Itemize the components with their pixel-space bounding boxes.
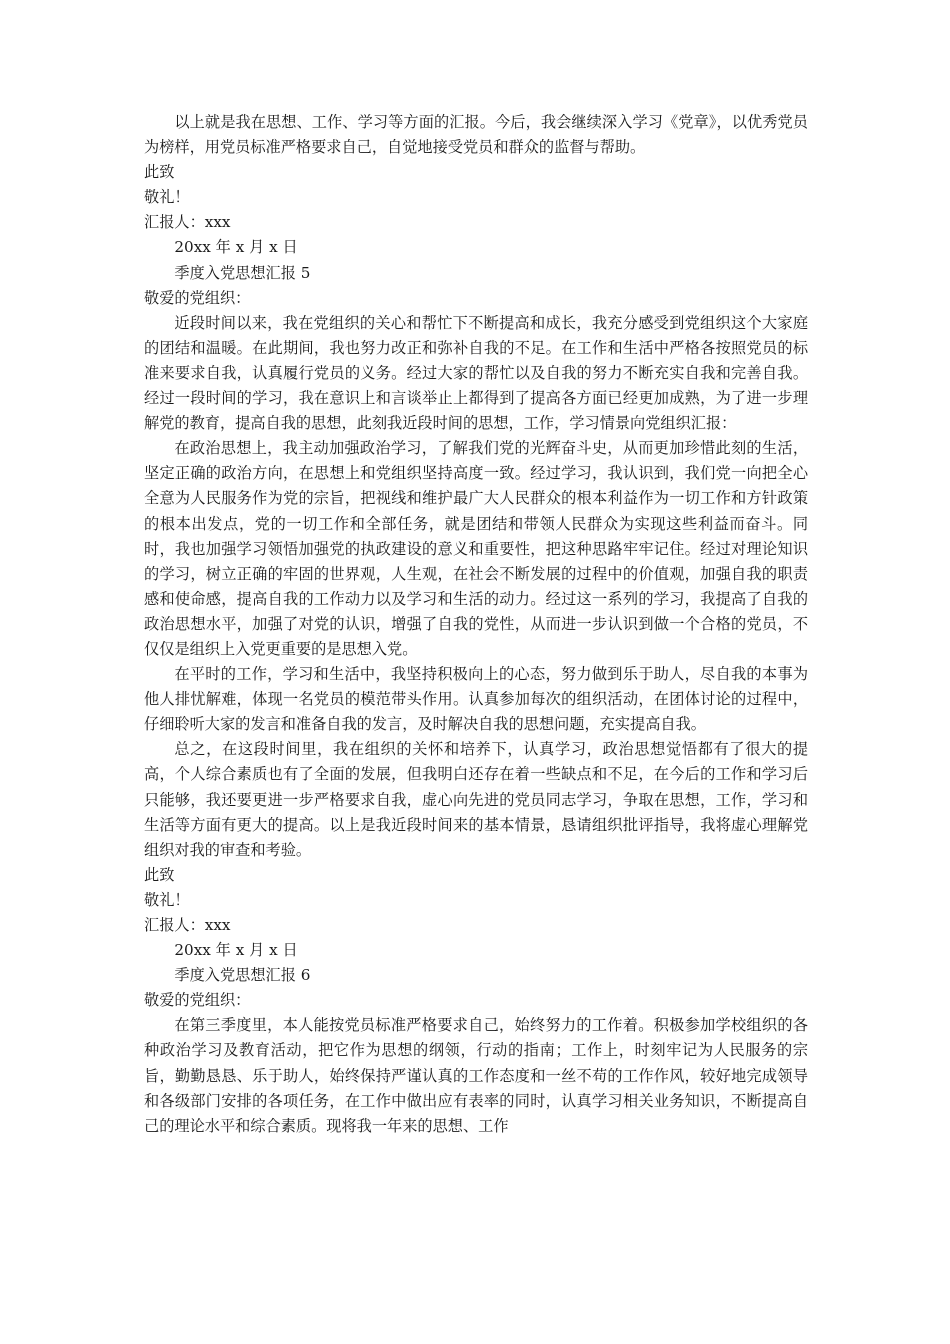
report-title: 季度入党思想汇报 5 [174, 263, 311, 282]
body-paragraph: 在第三季度里，本人能按党员标准严格要求自己，始终努力的工作着。积极参加学校组织的各种政治学习及教育活动，把它作为思想的纲领，行动的指南；工作上，时刻牢记为人民服务的宗旨，勤勤恳恳、乐于助人，始终保持严谨认真的工作态度和一丝不苟的工作作风，较好地完成领导和各级部门安排的各项任务，在工作中做出应有表率的同时，认真学习相关业务知识，不断提高自己的理论水平和综合素质。现将我一年来的思想、工作 [144, 1016, 808, 1135]
date-line: 20xx 年 x 月 x 日 [174, 238, 298, 257]
closing-paragraph: 以上就是我在思想、工作、学习等方面的汇报。今后，我会继续深入学习《党章》，以优秀党员为榜样，用党员标准严格要求自己，自觉地接受党员和群众的监督与帮助。 [144, 113, 808, 157]
reporter-line: 汇报人：xxx [144, 213, 231, 232]
body-paragraph: 近段时间以来，我在党组织的关心和帮忙下不断提高和成长，我充分感受到党组织这个大家庭的团结和温暖。在此期间，我也努力改正和弥补自我的不足。在工作和生活中严格各按照党员的标准来要求自我，认真履行党员的义务。经过大家的帮忙以及自我的努力不断充实自我和完善自我。经过一段时间的学习，我在意识上和言谈举止上都得到了提高各方面已经更加成熟，为了进一步理解党的教育，提高自我的思想，此刻我近段时间的思想，工作，学习情景向党组织汇报： [144, 313, 808, 433]
salutation-cizhi: 此致 [144, 163, 175, 182]
reporter-line: 汇报人：xxx [144, 916, 231, 934]
body-paragraph: 总之，在这段时间里，我在组织的关怀和培养下，认真学习，政治思想觉悟都有了很大的提高，个人综合素质也有了全面的发展，但我明白还存在着一些缺点和不足，在今后的工作和学习后只能够，我还要更进一步严格要求自我，虚心向先进的党员同志学习，争取在思想，工作，学习和生活等方面有更大的提高。以上是我近段时间来的基本情景，恳请组织批评指导，我将虚心理解党组织对我的审查和考验。 [144, 740, 808, 859]
salutation-jingli: 敬礼！ [144, 890, 190, 909]
greeting: 敬爱的党组织： [144, 991, 251, 1010]
salutation-cizhi: 此致 [144, 865, 175, 884]
report-title: 季度入党思想汇报 6 [174, 966, 311, 985]
date-line: 20xx 年 x 月 x 日 [174, 941, 298, 960]
greeting: 敬爱的党组织： [144, 288, 251, 307]
salutation-jingli: 敬礼！ [144, 188, 190, 207]
body-paragraph: 在平时的工作，学习和生活中，我坚持积极向上的心态，努力做到乐于助人，尽自我的本事为他人排忧解难，体现一名党员的模范带头作用。认真参加每次的组织活动，在团体讨论的过程中，仔细聆听大家的发言和准备自我的发言，及时解决自我的思想问题，充实提高自我。 [144, 665, 808, 734]
body-paragraph: 在政治思想上，我主动加强政治学习，了解我们党的光辉奋斗史，从而更加珍惜此刻的生活，坚定正确的政治方向，在思想上和党组织坚持高度一致。经过学习，我认识到，我们党一向把全心全意为人民服务作为党的宗旨，把视线和维护最广大人民群众的根本利益作为一切工作和方针政策的根本出发点，党的一切工作和全部任务，就是团结和带领人民群众为实现这些利益而奋斗。同时，我也加强学习领悟加强党的执政建设的意义和重要性，把这种思路牢牢记住。经过对理论知识的学习，树立正确的牢固的世界观，人生观，在社会不断发展的过程中的价值观，加强自我的职责感和使命感，提高自我的工作动力以及学习和生活的动力。经过这一系列的学习，我提高了自我的政治思想水平，加强了对党的认识，增强了自我的党性，从而进一步认识到做一个合格的党员，不仅仅是组织上入党更重要的是思想入党。 [144, 439, 808, 658]
document-page [144, 110, 808, 1139]
